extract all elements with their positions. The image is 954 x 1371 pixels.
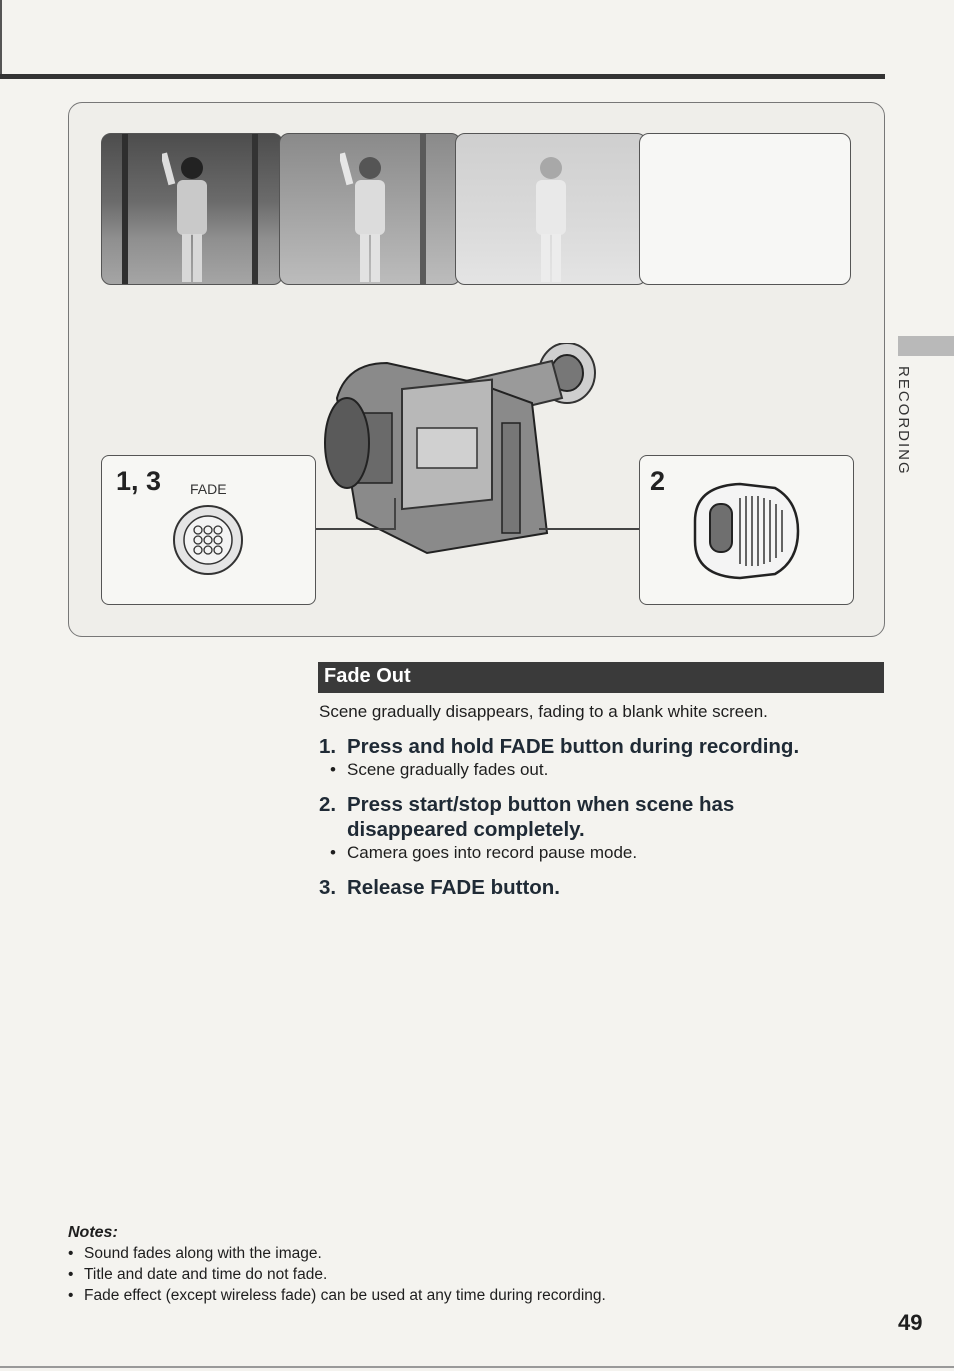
page-number: 49 — [898, 1310, 923, 1335]
leader-line — [394, 498, 396, 529]
chapter-tab — [898, 336, 954, 356]
step-note-text: Scene gradually fades out. — [347, 760, 549, 779]
fade-photo-faint — [455, 133, 647, 285]
step-text: Release FADE button. — [347, 876, 561, 899]
start-stop-button-icon — [690, 476, 805, 586]
step-2-note — [331, 843, 637, 863]
note-item — [68, 1245, 322, 1263]
fade-illustration — [68, 102, 885, 637]
step-text: Press and hold FADE button during recording. — [347, 735, 800, 758]
step-1-note — [331, 760, 548, 780]
leader-line — [316, 528, 396, 530]
fade-photo-blank — [639, 133, 851, 285]
leader-line — [539, 528, 639, 530]
step-3 — [319, 875, 560, 900]
camcorder-icon — [317, 343, 637, 563]
fade-button-label: FADE — [190, 481, 227, 497]
callout-step-number: 2 — [650, 466, 666, 496]
step-number: 1. — [319, 735, 337, 758]
callout-step-number: 1, 3 — [116, 466, 162, 496]
intro-text: Scene gradually disappears, fading to a blank white screen. — [319, 702, 768, 721]
page-edge — [0, 0, 2, 74]
step-1 — [319, 734, 799, 759]
fade-button-icon — [170, 502, 246, 578]
note-item — [68, 1287, 606, 1305]
step-text-continued: disappeared completely. — [347, 818, 585, 841]
person-figure — [162, 148, 222, 284]
step-number: 2. — [319, 793, 337, 816]
note-text: Title and date and time do not fade. — [84, 1266, 328, 1283]
person-figure — [521, 148, 581, 284]
person-figure — [340, 148, 400, 284]
start-stop-callout — [639, 455, 854, 605]
fade-photo-partial — [279, 133, 461, 285]
footer-rule — [0, 1366, 954, 1368]
section-title: Fade Out — [324, 665, 411, 687]
step-text: Press start/stop button when scene has — [347, 793, 735, 816]
section-banner — [318, 662, 884, 693]
notes-title: Notes: — [68, 1224, 118, 1241]
step-2 — [319, 792, 734, 842]
header-rule — [0, 74, 885, 79]
fade-button-callout — [101, 455, 316, 605]
note-item — [68, 1266, 327, 1284]
fade-photo-full — [101, 133, 283, 285]
chapter-label: RECORDING — [895, 366, 912, 476]
step-number: 3. — [319, 876, 337, 899]
note-text: Sound fades along with the image. — [84, 1245, 322, 1262]
note-text: Fade effect (except wireless fade) can be used at any time during recording. — [84, 1287, 606, 1304]
step-note-text: Camera goes into record pause mode. — [347, 843, 638, 862]
